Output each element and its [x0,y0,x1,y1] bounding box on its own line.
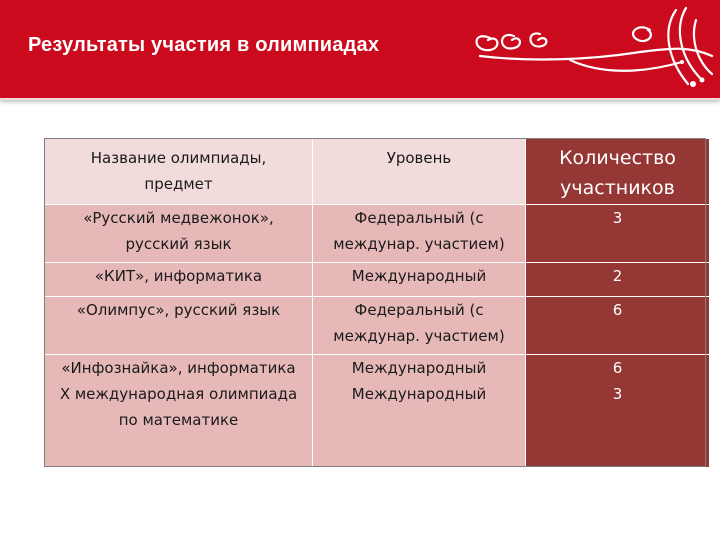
header-level: Уровень [313,139,526,205]
table-row [45,205,710,263]
table-row [45,297,710,355]
cell-count: 6 [526,297,710,355]
cell-name: «Инфознайка», информатика X международная олимпиада по математике [45,355,313,468]
cell-level: Федеральный (с междунар. участием) [313,205,526,263]
table-header-row [45,139,710,205]
cell-level: Международный [313,263,526,297]
table-row [45,263,710,297]
cell-name: «КИТ», информатика [45,263,313,297]
table-row [45,355,710,468]
header-count: Количество участников [526,139,710,205]
header-name: Название олимпиады, предмет [45,139,313,205]
cell-level: Федеральный (с междунар. участием) [313,297,526,355]
cell-count: 2 [526,263,710,297]
cell-name: «Олимпус», русский язык [45,297,313,355]
olympiad-results-table [44,138,710,468]
cell-count: 6 3 [526,355,710,468]
slide-header [0,0,720,100]
cell-name: «Русский медвежонок», русский язык [45,205,313,263]
slide-title: Результаты участия в олимпиадах [28,34,380,56]
decorative-swirl-icon [450,0,720,98]
cell-level: Международный Международный [313,355,526,468]
cell-count: 3 [526,205,710,263]
